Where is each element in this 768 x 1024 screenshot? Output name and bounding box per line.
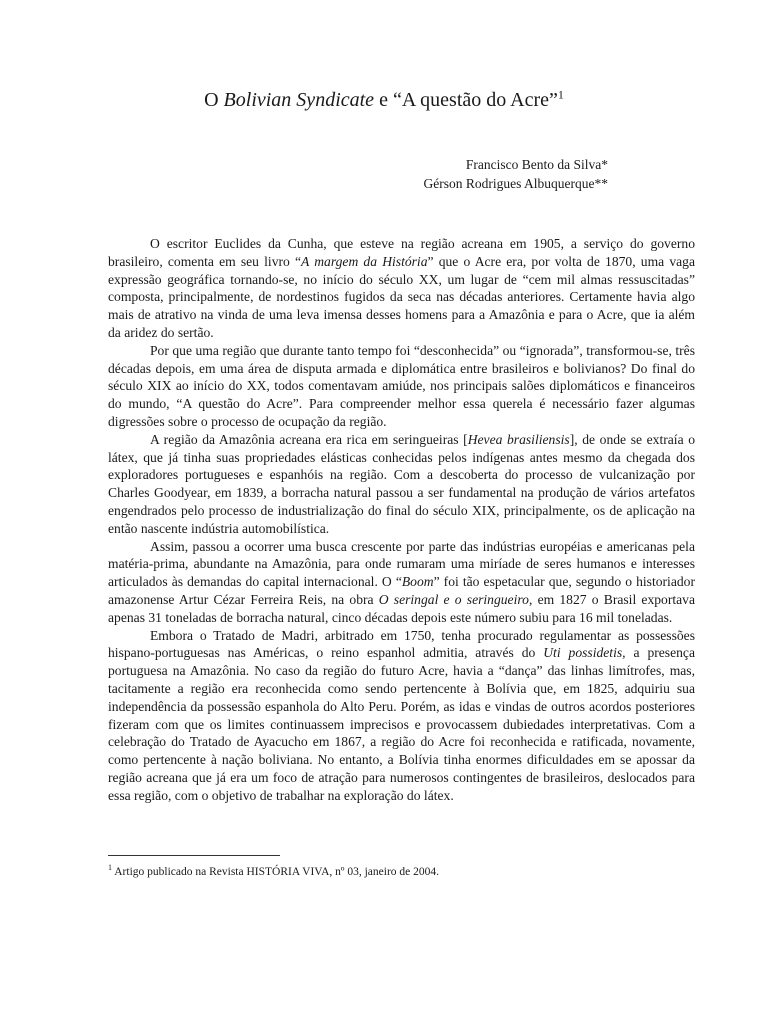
- footnote-marker: 1: [108, 863, 112, 872]
- p5-italic-1: Uti possidetis,: [543, 645, 626, 661]
- p1-text-b: ” que o Acre era, por volta de 1870, uma vaga expressão geográfica tornando-se, no início do século XX, um lugar de “cem mil almas ressuscitadas” composta, principalmente, de nordestinos fugidos da seca nas décadas anteriores. Certamente havia algo mais de atrativo na vinda de uma leva imensa desses homens para a Amazônia e para o Acre, que ia além da aridez do sertão.: [108, 253, 695, 340]
- author-1: Francisco Bento da Silva*: [465, 157, 608, 172]
- title-footnote-ref: 1: [557, 87, 564, 102]
- p4-italic-2: O seringal e o seringueiro: [378, 591, 529, 607]
- p5-text-b: a presença portuguesa na Amazônia. No caso da região do futuro Acre, havia a “dança” das linhas limítrofes, mas, tacitamente a região era reconhecida como sendo pertencente à Bolívia que, em 1825, adquiriu sua independência da possessão espanhola do Alto Peru. Porém, as idas e vindas de outros acordos posteriores fizeram com que os limites continuassem imprecisos e provocassem dubiedades interpretativas. Com a celebração do Tratado de Ayacucho em 1867, a região do Acre foi reconhecida e ratificada, novamente, como pertencente à nação boliviana. No entanto, a Bolívia tinha enormes dificuldades em se apossar da região acreana que já era um foco de atração para numerosos contingentes de brasileiros, deslocados para essa região, com o objetivo de trabalhar na exploração do látex.: [108, 645, 695, 803]
- article-title: [0, 86, 768, 114]
- author-2: Gérson Rodrigues Albuquerque**: [423, 176, 608, 191]
- p3-italic-1: Hevea brasiliensis: [467, 431, 570, 447]
- p4-text-a: Assim, passou a ocorrer uma busca crescente por parte das indústrias européias e americanas pela matéria-prima, abundante na Amazônia, para onde rumaram uma miríade de seres humanos e interesses articulados às demandas do capital internacional. O “: [108, 538, 695, 590]
- p1-italic-1: A margem da História: [301, 253, 428, 269]
- footnote: [108, 860, 695, 880]
- paragraph-4: [108, 538, 695, 627]
- paragraph-5: [108, 627, 695, 805]
- p5-text-a: Embora o Tratado de Madri, arbitrado em 1750, tenha procurado regulamentar as possessões hispano-portuguesas nas Américas, o reino espanhol admitia, através do: [108, 627, 695, 661]
- p4-text-c: , em 1827 o Brasil exportava apenas 31 toneladas de borracha natural, cinco décadas depois este número subiu para 16 mil toneladas.: [108, 591, 696, 625]
- paragraph-2: [108, 342, 695, 431]
- p2-text-a: Por que uma região que durante tanto tempo foi “desconhecida” ou “ignorada”, transformou-se, três décadas depois, em uma área de disputa armada e diplomática entre brasileiros e bolivianos? Do final do século XIX ao início do XX, todos comentavam amiúde, nos principais salões diplomáticos e financeiros do mundo, “A questão do Acre”. Para compreender melhor essa querela é necessário fazer algumas digressões sobre o processo de ocupação da região.: [108, 342, 695, 429]
- title-italic: Bolivian Syndicate: [223, 89, 375, 111]
- p3-text-a: A região da Amazônia acreana era rica em seringueiras [: [150, 431, 468, 447]
- paragraph-3: [108, 431, 695, 538]
- p1-text-a: O escritor Euclides da Cunha, que esteve na região acreana em 1905, a serviço do governo brasileiro, comenta em seu livro “: [108, 236, 695, 269]
- p4-italic-1: Boom: [401, 574, 434, 590]
- title-suffix: e “A questão do Acre”: [374, 89, 558, 111]
- footnote-divider: [108, 855, 280, 856]
- title-prefix: O: [204, 89, 224, 111]
- p3-text-b: ], de onde se extraía o látex, que já tinha suas propriedades elásticas conhecidas pelos indígenas antes mesmo da chegada dos exploradores portugueses e espanhóis na região. Com a descoberta do processo de vulcanização por Charles Goodyear, em 1839, a borracha natural passou a ser fundamental na produção de vários artefatos engendrados pelo processo de industrialização do final do século XIX, principalmente, os de aplicação na então nascente indústria automobilística.: [108, 431, 695, 536]
- paragraph-1: [108, 235, 695, 342]
- p4-text-b: ” foi tão espetacular que, segundo o historiador amazonense Artur Cézar Ferreira Reis, na obra: [108, 574, 695, 607]
- article-body: [108, 235, 695, 805]
- author-block: [424, 155, 608, 193]
- footnote-text: Artigo publicado na Revista HISTÓRIA VIVA, nº 03, janeiro de 2004.: [112, 865, 440, 878]
